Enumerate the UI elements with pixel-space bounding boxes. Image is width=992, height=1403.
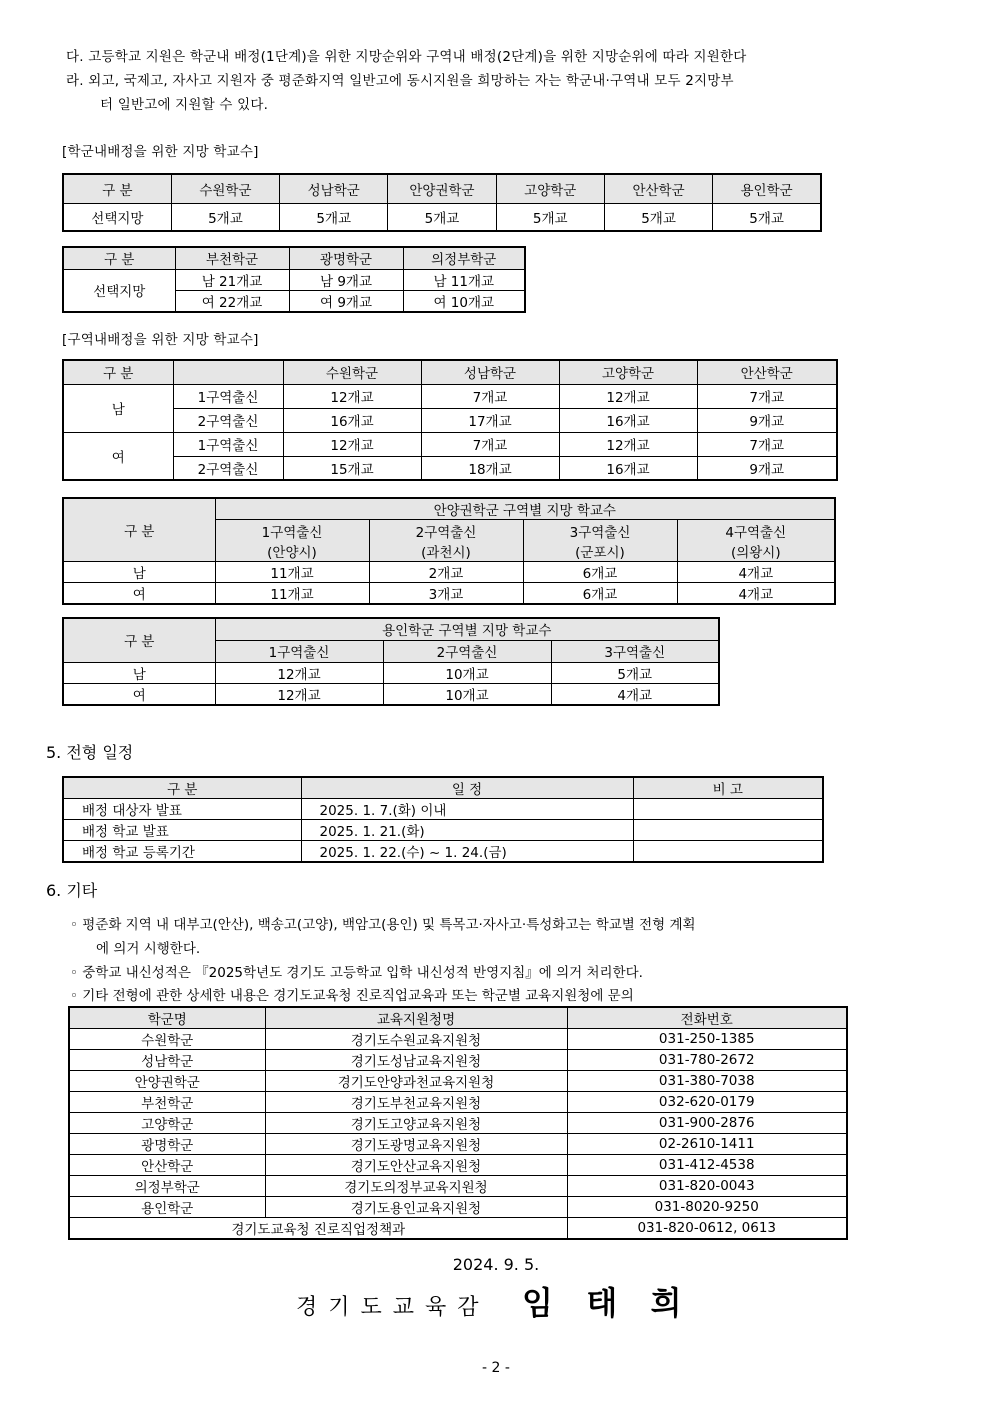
gender-label: 여 (63, 583, 215, 605)
table-cell: 5개교 (713, 203, 821, 231)
zone-column: 3구역출신 (551, 640, 719, 662)
phone-number: 031-900-2876 (567, 1113, 847, 1134)
section-5-title: 5. 전형 일정 (46, 743, 134, 762)
table-cell: 2개교 (369, 562, 523, 583)
zone-column (369, 520, 523, 562)
district-name: 고양학군 (69, 1113, 265, 1134)
table-header: 구 분 (63, 777, 301, 799)
table-cell: 12개교 (215, 662, 383, 683)
office-name: 경기도부천교육지원청 (265, 1092, 567, 1113)
intro-line-ra-cont: 터 일반고에 지원할 수 있다. (100, 97, 269, 113)
phone-number: 031-820-0043 (567, 1176, 847, 1197)
zone-column (677, 520, 835, 562)
zone-city: (군포시) (575, 544, 625, 561)
office-name: 경기도수원교육지원청 (265, 1029, 567, 1050)
table-header: 성남학군 (421, 360, 559, 384)
zone-column (215, 520, 369, 562)
district-name: 안산학군 (69, 1155, 265, 1176)
table-cell: 18개교 (421, 456, 559, 480)
table-header: 부천학군 (175, 247, 289, 269)
table-cell: 여 22개교 (175, 290, 289, 312)
table-header: 수원학군 (283, 360, 421, 384)
table-header: 일 정 (301, 777, 633, 799)
phone-number: 031-250-1385 (567, 1029, 847, 1050)
table-cell: 12개교 (559, 384, 697, 408)
phone-number: 032-620-0179 (567, 1092, 847, 1113)
zone-name: 1구역출신 (261, 524, 323, 541)
table-cell: 선택지망 (63, 203, 171, 231)
table-cell: 1구역출신 (173, 384, 283, 408)
table-header: 안산학군 (604, 174, 712, 203)
office-name: 경기도성남교육지원청 (265, 1050, 567, 1071)
phone-number: 031-380-7038 (567, 1071, 847, 1092)
table-header: 광명학군 (289, 247, 403, 269)
zone-caption: [구역내배정을 위한 지망 학교수] (62, 332, 259, 348)
district-name: 부천학군 (69, 1092, 265, 1113)
note-bullet-cont: 에 의거 시행한다. (96, 941, 201, 957)
office-name: 경기도교육청 진로직업정책과 (69, 1218, 567, 1240)
table-cell: 9개교 (697, 408, 837, 432)
zone-name: 4구역출신 (725, 524, 787, 541)
intro-line-da: 다. 고등학교 지원은 학군내 배정(1단계)을 위한 지망순위와 구역내 배정(2단계)을 위한 지망순위에 따라 지원한다 (66, 49, 747, 65)
table-cell: 16개교 (559, 408, 697, 432)
gender-label: 여 (63, 432, 173, 480)
table-cell: 1구역출신 (173, 432, 283, 456)
yongin-zone-table (62, 617, 720, 706)
phone-number: 031-8020-9250 (567, 1197, 847, 1218)
district-name: 수원학군 (69, 1029, 265, 1050)
contact-table (68, 1006, 848, 1240)
zone-column: 1구역출신 (215, 640, 383, 662)
table-header: 학군명 (69, 1007, 265, 1029)
table-header: 용인학군 (713, 174, 821, 203)
schedule-note (633, 841, 823, 863)
schedule-note (633, 799, 823, 820)
table-header (173, 360, 283, 384)
table-header: 교육지원청명 (265, 1007, 567, 1029)
table-cell: 남 21개교 (175, 269, 289, 290)
office-name: 경기도고양교육지원청 (265, 1113, 567, 1134)
phone-number: 02-2610-1411 (567, 1134, 847, 1155)
table-cell: 4개교 (677, 583, 835, 605)
table-cell: 16개교 (283, 408, 421, 432)
table-cell: 여 10개교 (403, 290, 525, 312)
table-cell: 5개교 (551, 662, 719, 683)
table-header: 고양학군 (496, 174, 604, 203)
zone-name: 3구역출신 (569, 524, 631, 541)
table-cell: 5개교 (280, 203, 388, 231)
note-bullet: ◦ 기타 전형에 관한 상세한 내용은 경기도교육청 진로직업교육과 또는 학군별 교육지원청에 문의 (70, 988, 634, 1004)
issuer-name: 임 태 희 (522, 1284, 682, 1322)
issuer-title: 경 기 도 교 육 감 (296, 1295, 481, 1320)
table-cell: 9개교 (697, 456, 837, 480)
table-cell: 12개교 (283, 384, 421, 408)
office-name: 경기도용인교육지원청 (265, 1197, 567, 1218)
table-header: 전화번호 (567, 1007, 847, 1029)
table-header: 구 분 (63, 360, 173, 384)
table-cell: 5개교 (388, 203, 496, 231)
table-cell: 남 9개교 (289, 269, 403, 290)
table-header: 고양학군 (559, 360, 697, 384)
district-name: 의정부학군 (69, 1176, 265, 1197)
table-header: 안양권학군 (388, 174, 496, 203)
table-header: 성남학군 (280, 174, 388, 203)
table-header: 구 분 (63, 247, 175, 269)
table-cell: 남 11개교 (403, 269, 525, 290)
schedule-date: 2025. 1. 22.(수) ~ 1. 24.(금) (301, 841, 633, 863)
page-number: - 2 - (482, 1360, 510, 1376)
schedule-item: 배정 학교 등록기간 (63, 841, 301, 863)
table-cell: 10개교 (383, 662, 551, 683)
office-name: 경기도의정부교육지원청 (265, 1176, 567, 1197)
schedule-item: 배정 대상자 발표 (63, 799, 301, 820)
table-cell: 여 9개교 (289, 290, 403, 312)
zone-city: (과천시) (421, 544, 471, 561)
table-cell: 2구역출신 (173, 456, 283, 480)
table-cell: 6개교 (523, 562, 677, 583)
table-header: 구 분 (63, 618, 215, 662)
table-cell: 3개교 (369, 583, 523, 605)
table-cell: 11개교 (215, 562, 369, 583)
intro-line-ra: 라. 외고, 국제고, 자사고 지원자 중 평준화지역 일반고에 동시지원을 희망하는 자는 학군내·구역내 모두 2지망부 (66, 73, 734, 89)
zone-name: 2구역출신 (415, 524, 477, 541)
phone-number: 031-780-2672 (567, 1050, 847, 1071)
table-cell: 7개교 (697, 384, 837, 408)
gender-label: 남 (63, 562, 215, 583)
table-header: 구 분 (63, 174, 171, 203)
zone-column (523, 520, 677, 562)
zone-column: 2구역출신 (383, 640, 551, 662)
phone-number: 031-412-4538 (567, 1155, 847, 1176)
schedule-note (633, 820, 823, 841)
table-header: 수원학군 (171, 174, 279, 203)
phone-number: 031-820-0612, 0613 (567, 1218, 847, 1240)
table-cell: 7개교 (421, 384, 559, 408)
table-title: 안양권학군 구역별 지망 학교수 (215, 498, 835, 520)
table-cell: 11개교 (215, 583, 369, 605)
anyang-zone-table (62, 497, 836, 605)
section-6-title: 6. 기타 (46, 881, 98, 900)
schedule-item: 배정 학교 발표 (63, 820, 301, 841)
table-title: 용인학군 구역별 지망 학교수 (215, 618, 719, 640)
cluster-caption: [학군내배정을 위한 지망 학교수] (62, 144, 259, 160)
table-cell: 17개교 (421, 408, 559, 432)
office-name: 경기도안산교육지원청 (265, 1155, 567, 1176)
table-cell: 2구역출신 (173, 408, 283, 432)
gender-label: 남 (63, 384, 173, 432)
table-header: 구 분 (63, 498, 215, 562)
zone-city: (의왕시) (730, 544, 781, 561)
gender-label: 남 (63, 662, 215, 683)
schedule-table (62, 776, 824, 863)
schedule-date: 2025. 1. 21.(화) (301, 820, 633, 841)
table-cell: 16개교 (559, 456, 697, 480)
table-cell: 12개교 (283, 432, 421, 456)
office-name: 경기도안양과천교육지원청 (265, 1071, 567, 1092)
note-bullet: ◦ 중학교 내신성적은 『2025학년도 경기도 고등학교 입학 내신성적 반영지침』에 의거 처리한다. (70, 965, 643, 981)
gender-label: 여 (63, 683, 215, 705)
office-name: 경기도광명교육지원청 (265, 1134, 567, 1155)
cluster-choice-table-2 (62, 246, 526, 313)
table-header: 의정부학군 (403, 247, 525, 269)
zone-choice-table (62, 359, 838, 481)
district-name: 성남학군 (69, 1050, 265, 1071)
table-cell: 4개교 (551, 683, 719, 705)
table-cell: 15개교 (283, 456, 421, 480)
table-header: 안산학군 (697, 360, 837, 384)
cluster-choice-table (62, 173, 822, 232)
zone-city: (안양시) (267, 544, 317, 561)
table-cell: 5개교 (496, 203, 604, 231)
table-cell: 7개교 (421, 432, 559, 456)
table-cell: 4개교 (677, 562, 835, 583)
table-cell: 5개교 (604, 203, 712, 231)
table-cell: 12개교 (559, 432, 697, 456)
document-date: 2024. 9. 5. (452, 1255, 540, 1274)
note-bullet: ◦ 평준화 지역 내 대부고(안산), 백송고(고양), 백암고(용인) 및 특목고·자사고·특성화고는 학교별 전형 계획 (70, 917, 696, 933)
table-cell: 6개교 (523, 583, 677, 605)
table-cell: 12개교 (215, 683, 383, 705)
table-cell: 7개교 (697, 432, 837, 456)
schedule-date: 2025. 1. 7.(화) 이내 (301, 799, 633, 820)
district-name: 용인학군 (69, 1197, 265, 1218)
row-label: 선택지망 (63, 269, 175, 312)
table-cell: 10개교 (383, 683, 551, 705)
table-header: 비 고 (633, 777, 823, 799)
district-name: 광명학군 (69, 1134, 265, 1155)
table-cell: 5개교 (171, 203, 279, 231)
district-name: 안양권학군 (69, 1071, 265, 1092)
